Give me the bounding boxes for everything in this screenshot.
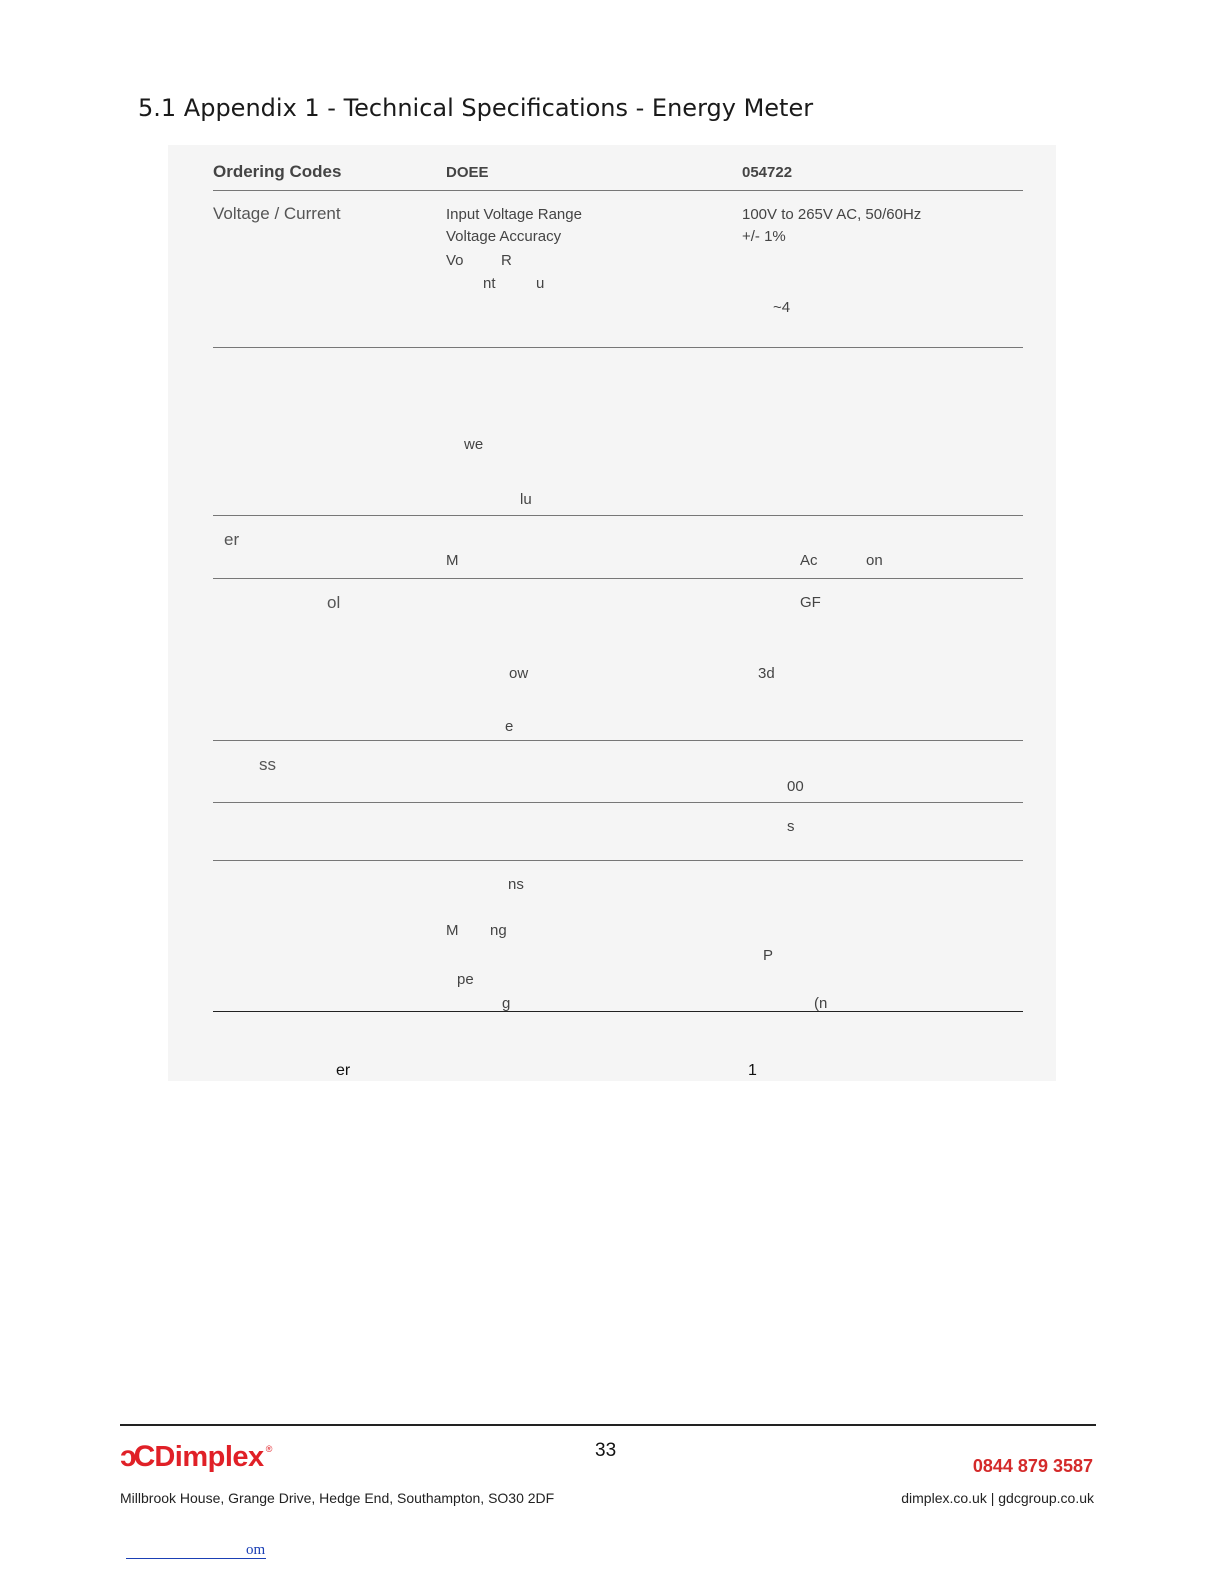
text-fragment: u	[536, 275, 545, 292]
text-fragment: ow	[509, 665, 529, 682]
text-fragment: g	[502, 995, 511, 1012]
text-fragment: e	[505, 718, 514, 735]
text-fragment: Vo	[446, 252, 464, 269]
text-fragment: (n	[814, 995, 828, 1012]
text-fragment: pe	[457, 971, 474, 988]
text-fragment: ng	[490, 922, 507, 939]
page-number: 33	[595, 1440, 617, 1461]
text-fragment: on	[866, 552, 883, 569]
brand-name: Dimplex	[154, 1440, 264, 1473]
text-fragment: ~4	[773, 299, 791, 316]
table-rule	[213, 740, 1023, 741]
header-ordering-codes: Ordering Codes	[213, 162, 342, 181]
link-underline	[126, 1558, 266, 1559]
company-address: Millbrook House, Grange Drive, Hedge End, Southampton, SO30 2DF	[120, 1490, 555, 1506]
table-rule	[213, 578, 1023, 579]
text-fragment: GF	[800, 594, 821, 611]
text-fragment: M	[446, 922, 459, 939]
table-rule	[213, 190, 1023, 191]
dimplex-logo-mark-icon: ↄC	[120, 1440, 153, 1473]
text-fragment: s	[787, 818, 795, 835]
registered-mark: ®	[265, 1444, 273, 1454]
page-title: 5.1 Appendix 1 - Technical Specifications - Energy Meter	[138, 94, 814, 122]
text-fragment: we	[464, 436, 484, 453]
text-fragment: P	[763, 947, 774, 964]
spec-name: Input Voltage Range	[446, 206, 582, 223]
section-label-voltage-current: Voltage / Current	[213, 204, 341, 223]
text-fragment: nt	[483, 275, 496, 292]
phone-number: 0844 879 3587	[972, 1456, 1093, 1476]
text-fragment: ss	[259, 755, 276, 774]
text-fragment: M	[446, 552, 459, 569]
table-rule	[213, 860, 1023, 861]
text-fragment: er	[336, 1062, 351, 1079]
spec-table-panel	[168, 145, 1056, 1081]
text-fragment: Ac	[800, 552, 818, 569]
text-fragment: ns	[508, 876, 524, 893]
text-fragment: 3d	[758, 665, 775, 682]
table-rule	[213, 1011, 1023, 1012]
text-fragment: R	[501, 252, 512, 269]
header-code: 054722	[742, 164, 793, 181]
table-rule	[213, 802, 1023, 803]
table-rule	[213, 515, 1023, 516]
footer-divider	[120, 1424, 1096, 1426]
spec-name: Voltage Accuracy	[446, 228, 562, 245]
website-links[interactable]: dimplex.co.uk | gdcgroup.co.uk	[901, 1490, 1094, 1506]
table-rule	[213, 347, 1023, 348]
text-fragment: 00	[787, 778, 804, 795]
text-fragment: er	[224, 530, 240, 549]
dimplex-logo	[120, 1440, 272, 1474]
text-fragment: ol	[327, 593, 341, 612]
spec-value: 100V to 265V AC, 50/60Hz	[742, 206, 922, 223]
header-doee: DOEE	[446, 164, 489, 181]
text-fragment: lu	[520, 491, 532, 508]
text-fragment: 1	[748, 1062, 757, 1079]
footer-link[interactable]: om	[246, 1542, 266, 1558]
spec-value: +/- 1%	[742, 228, 786, 245]
